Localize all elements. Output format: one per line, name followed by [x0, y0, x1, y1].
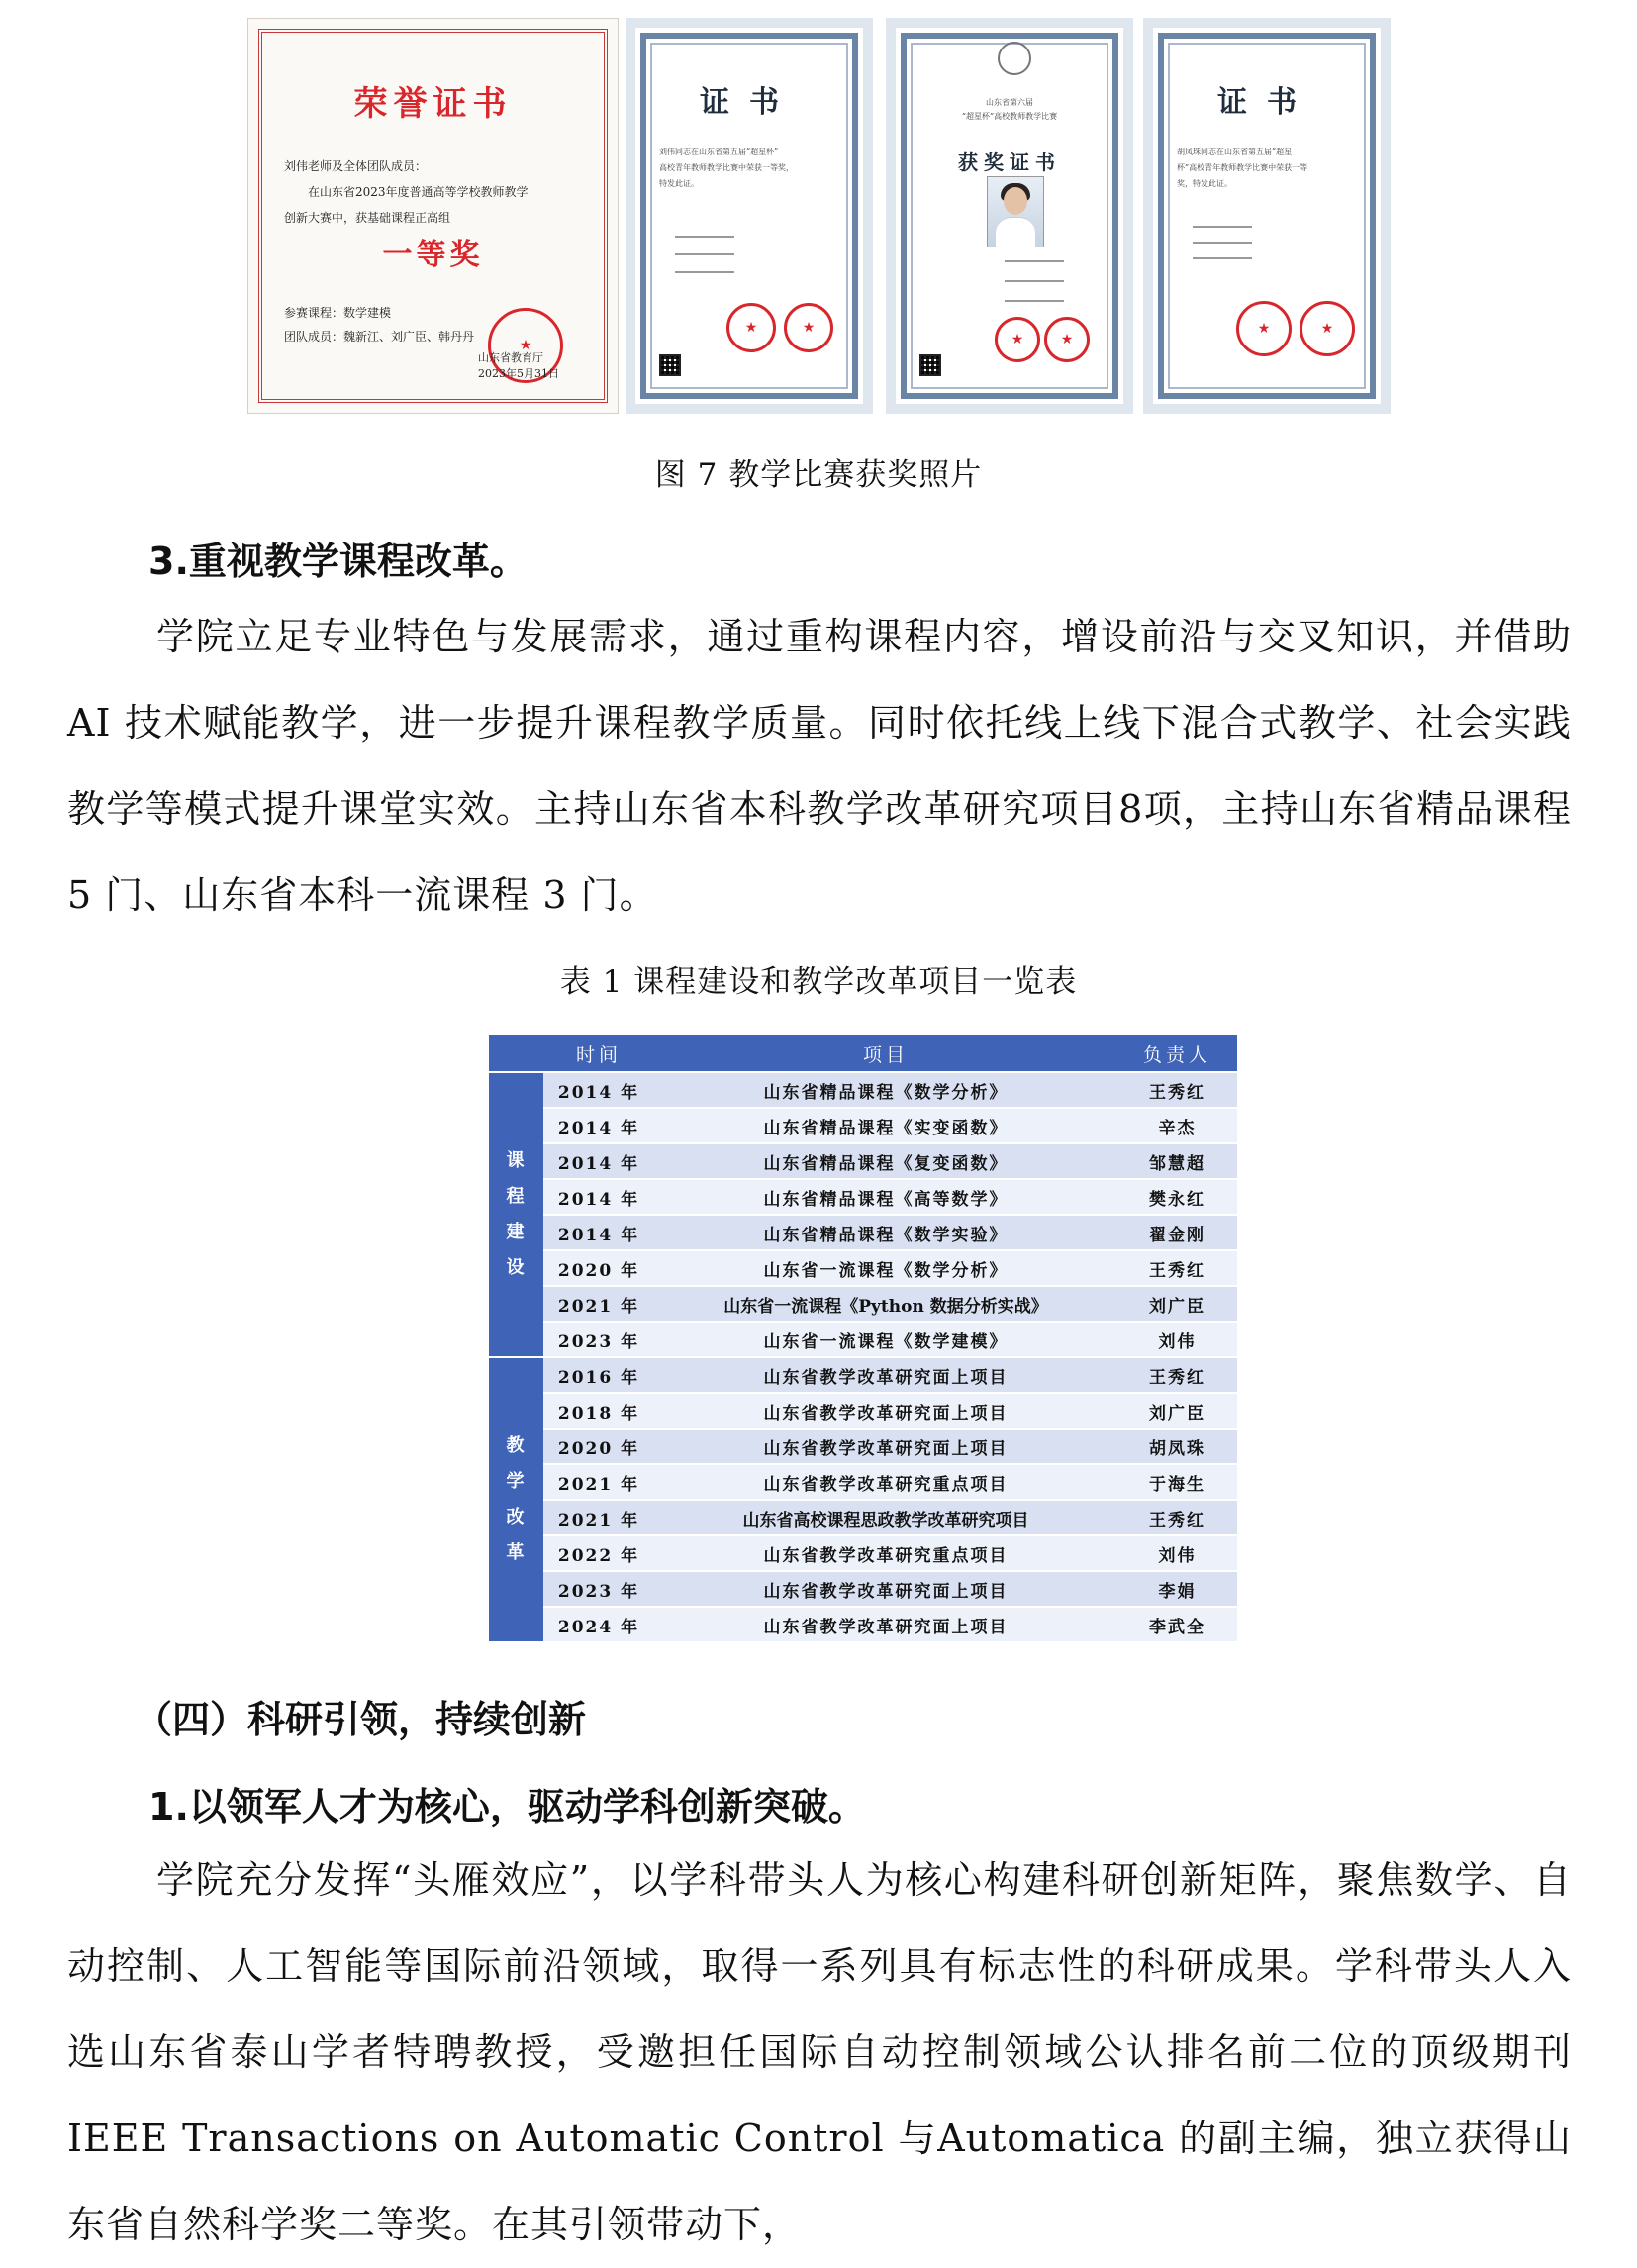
table-caption: 表 1 课程建设和教学改革项目一览表: [559, 964, 1078, 1000]
certificate-date: 2023年5月31日: [478, 367, 559, 380]
table-header-row: [489, 1035, 1237, 1071]
body-paragraph: 学院充分发挥“头雁效应”，以学科带头人为核心构建科研创新矩阵，聚焦数学、自动控制、人工智能等国际前沿领域，取得一系列具有标志性的科研成果。学科带头人入选山东省泰山学者特聘教授，受邀担任国际自动控制领域公认排名前二位的顶级期刊 IEEE Transactions on Automatic Control 与Automatica 的副主编，独立获得山东省自然科学奖二等奖。在其引领带动下，: [67, 1858, 1572, 2246]
certificate-line: 刘伟老师及全体团队成员：: [284, 159, 428, 173]
table-row: 2021 年 山东省一流课程《Python 数据分析实战》 刘广臣: [489, 1287, 1237, 1321]
table-row: 2022 年 山东省教学改革研究重点项目 刘伟: [489, 1536, 1237, 1570]
certificate-title: 获奖证书: [958, 150, 1061, 174]
column-header: 负责人: [1117, 1035, 1237, 1071]
certificate-line: 山东省第六届: [986, 98, 1033, 107]
certificate-line: 奖，特发此证。: [1177, 179, 1232, 188]
red-seal-icon: [784, 303, 833, 352]
table-row: 2023 年 山东省教学改革研究面上项目 李娟: [489, 1572, 1237, 1606]
column-header: 时间: [543, 1035, 654, 1071]
certificate-line: 在山东省2023年度普通高等学校教师教学: [308, 185, 529, 199]
subsection-heading: 1.以领军人才为核心，驱动学科创新突破。: [148, 1785, 866, 1828]
qr-code-icon: [919, 354, 941, 376]
table-row: 2021 年 山东省高校课程思政教学改革研究项目 王秀红: [489, 1501, 1237, 1534]
certificate-teaching-competition-3: [1143, 18, 1391, 414]
certificate-line: 胡凤珠同志在山东省第五届“超星: [1177, 148, 1293, 156]
section-heading: （四）科研引领，持续创新: [135, 1698, 587, 1741]
certificate-honor: [247, 18, 619, 414]
certificate-team: 团队成员：魏新江、刘广臣、韩丹丹: [284, 330, 475, 344]
figure-caption: 图 7 教学比赛获奖照片: [654, 457, 983, 493]
certificate-award: 一等奖: [382, 238, 484, 272]
table-row: 2021 年 山东省教学改革研究重点项目 于海生: [489, 1465, 1237, 1499]
project-table: [489, 1034, 1237, 1643]
certificate-line: 杯”高校青年教师教学比赛中荣获一等: [1177, 163, 1308, 172]
red-seal-icon: [1236, 301, 1292, 356]
red-seal-icon: [995, 317, 1040, 362]
certificate-title: 证书: [1217, 85, 1316, 120]
table-row: 2024 年 山东省教学改革研究面上项目 李武全: [489, 1608, 1237, 1641]
table-row: 课 程 建 设 2014 年 山东省精品课程《数学分析》 王秀红: [489, 1073, 1237, 1107]
red-seal-icon: [1300, 301, 1355, 356]
certificate-title: 荣誉证书: [353, 84, 513, 124]
university-emblem-icon: [998, 42, 1031, 75]
portrait-photo: [987, 176, 1044, 247]
certificate-photos: [247, 18, 1386, 414]
table-row: 2018 年 山东省教学改革研究面上项目 刘广臣: [489, 1394, 1237, 1428]
table-row: 2014 年 山东省精品课程《高等数学》 樊永红: [489, 1180, 1237, 1214]
certificate-line: “超星杯”高校教师教学比赛: [961, 112, 1058, 121]
qr-code-icon: [659, 354, 681, 376]
table-row: 2023 年 山东省一流课程《数学建模》 刘伟: [489, 1323, 1237, 1356]
table-row: 2020 年 山东省一流课程《数学分析》 王秀红: [489, 1251, 1237, 1285]
certificate-line: 高校青年教师教学比赛中荣获一等奖，: [659, 163, 794, 172]
table-row: 2020 年 山东省教学改革研究面上项目 胡凤珠: [489, 1430, 1237, 1463]
certificate-line: 特发此证。: [659, 179, 699, 188]
table-row: 教 学 改 革 2016 年 山东省教学改革研究面上项目 王秀红: [489, 1358, 1237, 1392]
certificate-teaching-competition-2: [886, 18, 1133, 414]
certificate-issuer: 山东省教育厅: [478, 351, 543, 364]
table-row: 2014 年 山东省精品课程《实变函数》 辛杰: [489, 1109, 1237, 1142]
group-label-course: 课 程 建 设: [489, 1073, 543, 1356]
certificate-line: 刘伟同志在山东省第五届“超星杯”: [659, 148, 779, 156]
column-header: 项目: [654, 1035, 1117, 1071]
table-row: 2014 年 山东省精品课程《数学实验》 翟金刚: [489, 1216, 1237, 1249]
red-seal-icon: [1044, 317, 1090, 362]
certificate-line: 创新大赛中，获基础课程正高组: [284, 211, 451, 225]
certificate-teaching-competition-1: [626, 18, 873, 414]
certificate-course: 参赛课程：数学建模: [284, 306, 392, 320]
section-heading: 3.重视教学课程改革。: [148, 540, 528, 583]
red-seal-icon: [726, 303, 776, 352]
group-label-reform: 教 学 改 革: [489, 1358, 543, 1641]
body-paragraph: 学院立足专业特色与发展需求，通过重构课程内容，增设前沿与交叉知识，并借助AI 技术赋能教学，进一步提升课程教学质量。同时依托线上线下混合式教学、社会实践教学等模式提升课堂实效。主持山东省本科教学改革研究项目8项，主持山东省精品课程 5 门、山东省本科一流课程 3 门。: [67, 615, 1572, 917]
certificate-title: 证书: [700, 85, 799, 120]
table-row: 2014 年 山东省精品课程《复变函数》 邹慧超: [489, 1144, 1237, 1178]
